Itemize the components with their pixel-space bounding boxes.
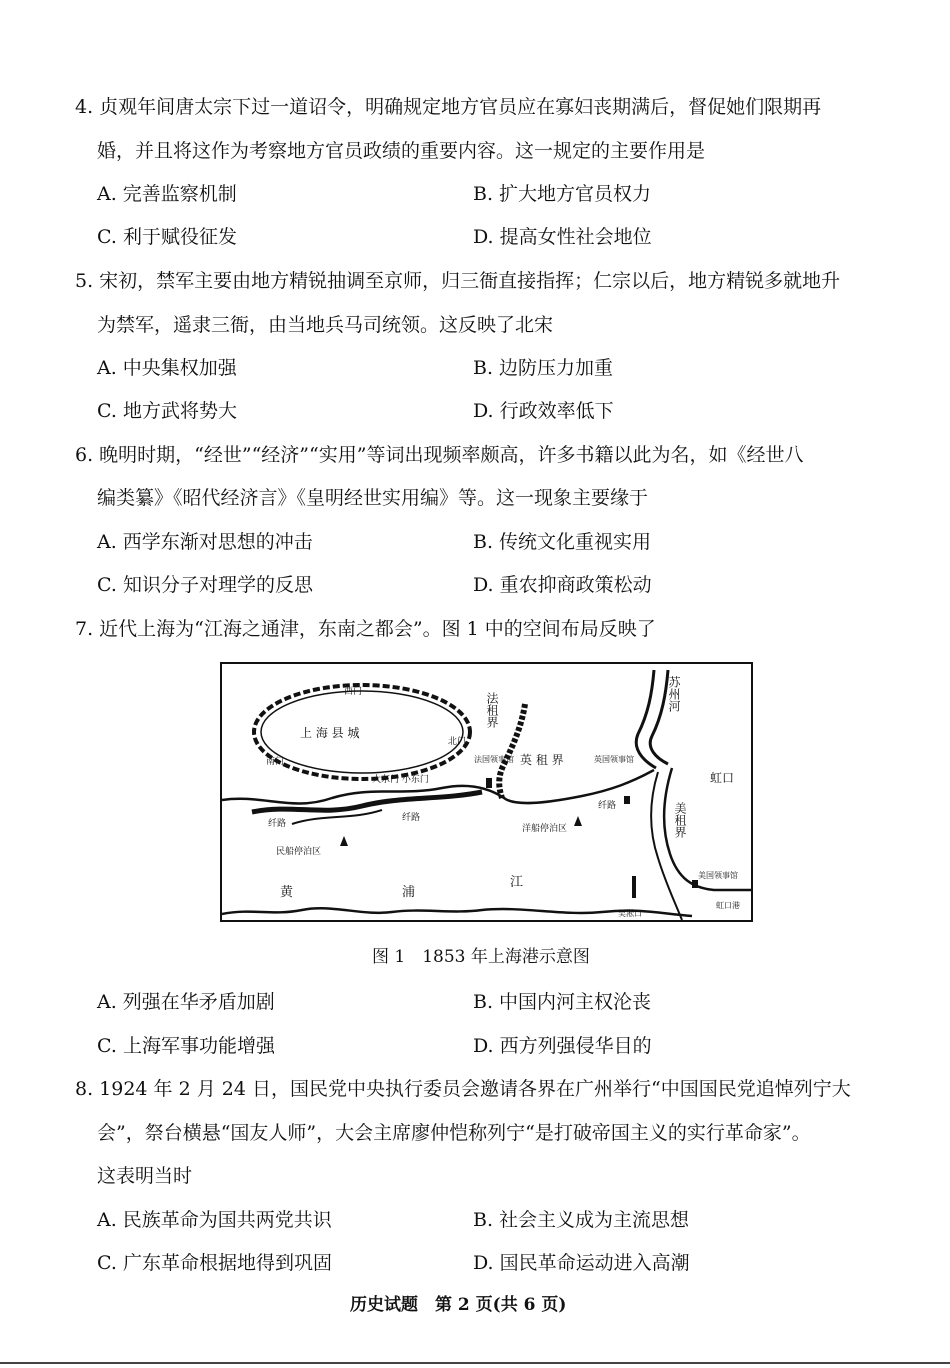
figure-caption: 图 1 1853 年上海港示意图 (372, 947, 590, 967)
bottom-rule (0, 1362, 950, 1364)
label-county-city: 上 海 县 城 (300, 726, 360, 740)
civil-anchorage-marker (340, 836, 348, 846)
question-8-option-a: A. 民族革命为国共两党共识 (97, 1209, 332, 1231)
yangjingbang-creek (499, 704, 525, 798)
question-6-option-d: D. 重农抑商政策松动 (473, 574, 652, 596)
question-5-line-2: 为禁军，遥隶三衙，由当地兵马司统领。这反映了北宋 (97, 314, 554, 336)
label-towpath-3: 纤路 (598, 801, 617, 811)
question-6-option-b: B. 传统文化重视实用 (473, 531, 652, 553)
label-north-gate: 北门 (448, 737, 467, 747)
british-consulate-marker (624, 796, 630, 804)
label-towpath-2: 纤路 (402, 813, 421, 823)
label-huangpu-1: 黄 (280, 885, 294, 900)
question-5-line-1: 5. 宋初，禁军主要由地方精锐抽调至京师，归三衙直接指挥；仁宗以后，地方精锐多就地升 (75, 270, 841, 292)
label-west-gate: 西门 (344, 687, 363, 697)
label-south-gate: 南门 (266, 757, 285, 767)
question-8-line-1: 8. 1924 年 2 月 24 日，国民党中央执行委员会邀请各界在广州举行“中国国民党追悼列宁大 (75, 1078, 851, 1100)
label-american-concession: 美租界 (673, 802, 687, 838)
question-5-option-c: C. 地方武将势大 (97, 400, 237, 422)
question-5-option-a: A. 中央集权加强 (97, 357, 237, 379)
label-hongkou: 虹口 (710, 771, 735, 785)
label-civil-anchorage: 民船停泊区 (276, 847, 322, 857)
question-4-line-2: 婚，并且将这作为考察地方官员政绩的重要内容。这一规定的主要作用是 (97, 140, 706, 162)
city-wall (254, 685, 470, 779)
shanghai-port-map (220, 662, 753, 922)
question-4-option-a: A. 完善监察机制 (97, 183, 237, 205)
question-8-line-3: 这表明当时 (97, 1165, 193, 1187)
american-consulate-marker (692, 880, 698, 888)
label-british-consulate: 英国领事馆 (594, 755, 634, 764)
label-british-concession: 英 租 界 (520, 753, 564, 767)
question-4-option-d: D. 提高女性社会地位 (473, 226, 652, 248)
label-french-concession: 法租界 (485, 692, 499, 728)
question-7-line-1: 7. 近代上海为“江海之通津，东南之都会”。图 1 中的空间布局反映了 (75, 618, 656, 640)
page-footer: 历史试题 第 2 页(共 6 页) (350, 1295, 567, 1315)
question-6-option-c: C. 知识分子对理学的反思 (97, 574, 313, 596)
label-foreign-anchorage: 洋船停泊区 (522, 824, 568, 834)
label-hongkou-port: 虹口港 (716, 901, 740, 910)
question-7-option-a: A. 列强在华矛盾加剧 (97, 991, 275, 1013)
label-american-consulate: 美国领事馆 (698, 871, 738, 880)
french-consulate-marker (486, 778, 492, 788)
question-7-option-d: D. 西方列强侵华目的 (473, 1035, 652, 1057)
question-8-option-c: C. 广东革命根据地得到巩固 (97, 1252, 332, 1274)
question-8-option-b: B. 社会主义成为主流思想 (473, 1209, 690, 1231)
question-4-option-c: C. 利于赋役征发 (97, 226, 237, 248)
label-east-gates: 大东门 小东门 (372, 775, 429, 785)
label-french-consulate: 法国领事馆 (474, 755, 514, 764)
question-8-line-2: 会”，祭台横悬“国友人师”，大会主席廖仲恺称列宁“是打破帝国主义的实行革命家”。 (97, 1122, 811, 1144)
label-huangpu-3: 江 (510, 875, 524, 890)
question-6-line-2: 编类纂》《昭代经济言》《皇明经世实用编》等。这一现象主要缘于 (97, 487, 649, 509)
wusong-marker (632, 876, 636, 898)
label-wusong-mouth: 吴淞口 (618, 909, 642, 918)
question-6-option-a: A. 西学东渐对思想的冲击 (97, 531, 313, 553)
question-4-option-b: B. 扩大地方官员权力 (473, 183, 652, 205)
question-8-option-d: D. 国民革命运动进入高潮 (473, 1252, 690, 1274)
question-7-option-b: B. 中国内河主权沦丧 (473, 991, 652, 1013)
label-suzhou-river: 苏州河 (667, 676, 681, 712)
map-drawing (222, 664, 751, 920)
label-towpath-1: 纤路 (268, 819, 287, 829)
foreign-anchorage-marker (574, 816, 582, 826)
question-6-line-1: 6. 晚明时期，“经世”“经济”“实用”等词出现频率颇高，许多书籍以此为名，如《经世八 (75, 444, 804, 466)
question-5-option-b: B. 边防压力加重 (473, 357, 614, 379)
question-5-option-d: D. 行政效率低下 (473, 400, 614, 422)
question-7-option-c: C. 上海军事功能增强 (97, 1035, 275, 1057)
label-huangpu-2: 浦 (402, 885, 416, 900)
question-4-line-1: 4. 贞观年间唐太宗下过一道诏令，明确规定地方官员应在寡妇丧期满后，督促她们限期再 (75, 96, 822, 118)
city-wall-inner (261, 691, 463, 773)
